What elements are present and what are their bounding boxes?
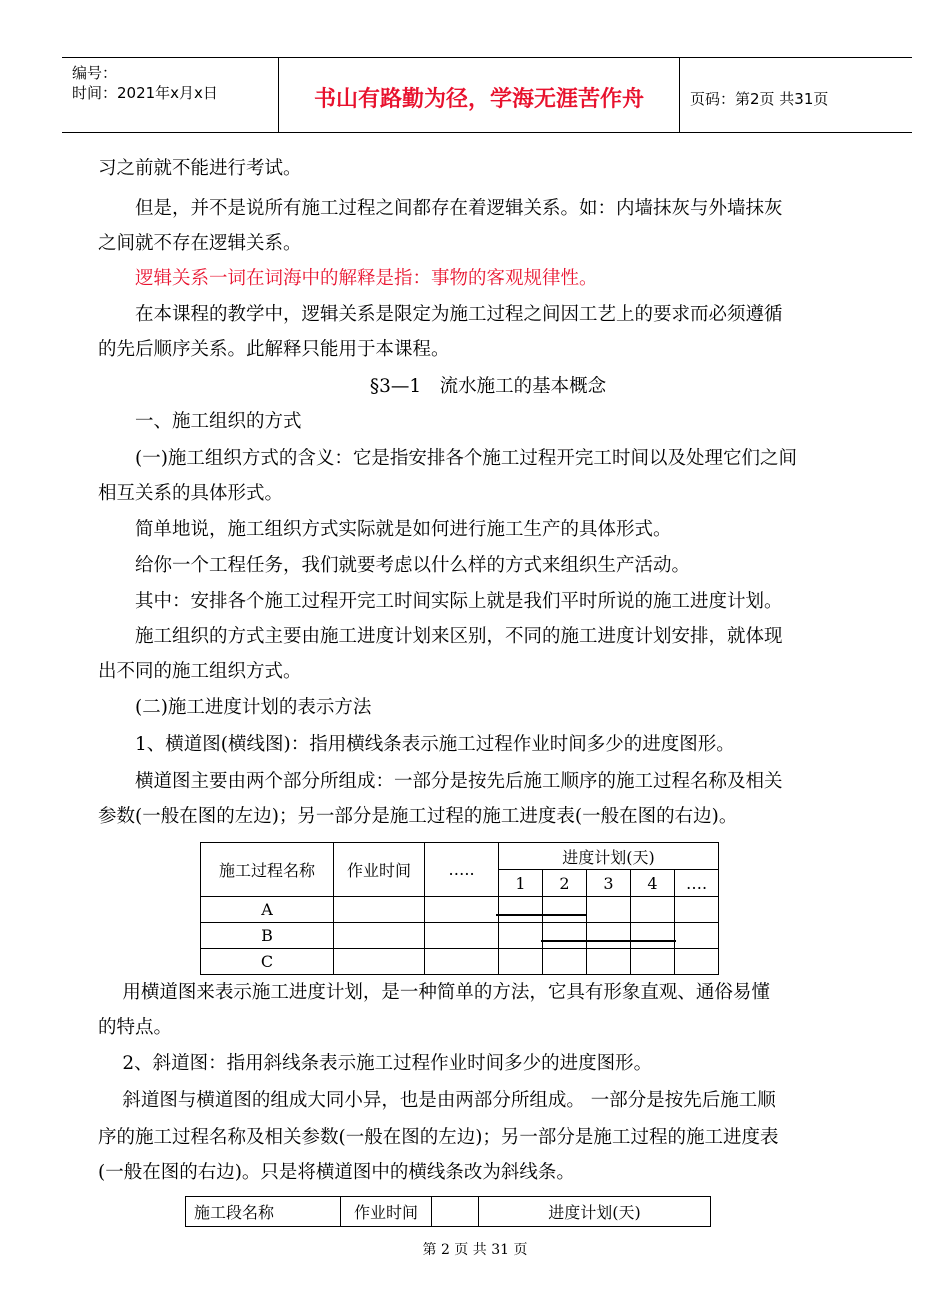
paragraph-line: 序的施工过程名称及相关参数(一般在图的左边)；另一部分是施工过程的施工进度表 <box>98 1127 779 1148</box>
gantt-bar-b <box>541 940 676 942</box>
paragraph-line: 的特点。 <box>98 1017 173 1038</box>
paragraph-line: 但是，并不是说所有施工过程之间都存在着逻辑关系。如：内墙抹灰与外墙抹灰 <box>98 198 783 219</box>
paragraph-line: 简单地说，施工组织方式实际就是如何进行施工生产的具体形式。 <box>98 519 672 540</box>
oblique-table <box>185 1196 711 1227</box>
code-label: 编号： <box>72 64 118 82</box>
paragraph-line: 在本课程的教学中，逻辑关系是限定为施工过程之间因工艺上的要求而必须遵循 <box>98 304 783 325</box>
col-header-duration: 作业时间 <box>334 843 425 897</box>
header-page-cell <box>680 58 912 132</box>
process-name-cell: B <box>201 923 334 949</box>
paragraph-line: 施工组织的方式主要由施工进度计划来区别，不同的施工进度计划安排，就体现 <box>98 626 783 647</box>
paragraph-line: 出不同的施工组织方式。 <box>98 661 302 682</box>
time-label: 时间：2021年x月x日 <box>72 84 218 102</box>
table-row <box>201 897 719 923</box>
table-row <box>201 949 719 975</box>
paragraph-line: 相互关系的具体形式。 <box>98 483 284 504</box>
paragraph-line: 的先后顺序关系。此解释只能用于本课程。 <box>98 339 450 360</box>
col-header-schedule: 进度计划(天) <box>499 843 719 870</box>
col-header-segment-name: 施工段名称 <box>186 1197 341 1227</box>
paragraph-line: 1、横道图(横线图)：指用横线条表示施工过程作业时间多少的进度图形。 <box>98 734 735 755</box>
paragraph-line: 参数(一般在图的左边)；另一部分是施工过程的施工进度表(一般在图的右边)。 <box>98 806 738 827</box>
heading-line: 一、施工组织的方式 <box>98 411 302 432</box>
col-header-blank <box>432 1197 479 1227</box>
page-header <box>62 57 912 133</box>
process-name-cell: A <box>201 897 334 923</box>
col-header-ellipsis: ….. <box>425 843 499 897</box>
gantt-bar-a <box>496 914 586 916</box>
col-header-schedule: 进度计划(天) <box>479 1197 711 1227</box>
page-footer: 第 2 页 共 31 页 <box>422 1242 528 1258</box>
gantt-table <box>200 842 719 975</box>
section-title: §3—1 流水施工的基本概念 <box>369 376 607 397</box>
motto-text: 书山有路勤为径，学海无涯苦作舟 <box>313 87 644 112</box>
header-motto-cell <box>279 58 680 132</box>
paragraph-line: 用横道图来表示施工进度计划，是一种简单的方法，它具有形象直观、通俗易懂 <box>98 982 770 1003</box>
paragraph-line: (一)施工组织方式的含义：它是指安排各个施工过程开完工时间以及处理它们之间 <box>98 448 797 469</box>
paragraph-line: 横道图主要由两个部分所组成：一部分是按先后施工顺序的施工过程名称及相关 <box>98 771 783 792</box>
page-number-label: 页码：第2页 共31页 <box>690 90 829 108</box>
day-header: 3 <box>587 870 631 897</box>
day-header: 1 <box>499 870 543 897</box>
paragraph-line: 其中：安排各个施工过程开完工时间实际上就是我们平时所说的施工进度计划。 <box>98 591 783 612</box>
header-info-cell <box>62 58 279 132</box>
process-name-cell: C <box>201 949 334 975</box>
col-header-process-name: 施工过程名称 <box>201 843 334 897</box>
day-header: 4 <box>631 870 675 897</box>
paragraph-line: 给你一个工程任务，我们就要考虑以什么样的方式来组织生产活动。 <box>98 555 691 576</box>
col-header-duration: 作业时间 <box>341 1197 432 1227</box>
day-header: 2 <box>543 870 587 897</box>
heading-line: 2、斜道图：指用斜线条表示施工过程作业时间多少的进度图形。 <box>98 1053 653 1074</box>
paragraph-line: (一般在图的右边)。只是将横道图中的横线条改为斜线条。 <box>98 1162 575 1183</box>
highlight-line: 逻辑关系一词在词海中的解释是指：事物的客观规律性。 <box>98 268 598 289</box>
day-header: …. <box>675 870 719 897</box>
table-row <box>201 923 719 949</box>
paragraph-line: 习之前就不能进行考试。 <box>98 158 302 179</box>
heading-line: (二)施工进度计划的表示方法 <box>98 697 372 718</box>
paragraph-line: 斜道图与横道图的组成大同小异，也是由两部分所组成。 一部分是按先后施工顺 <box>98 1090 776 1111</box>
paragraph-line: 之间就不存在逻辑关系。 <box>98 233 302 254</box>
